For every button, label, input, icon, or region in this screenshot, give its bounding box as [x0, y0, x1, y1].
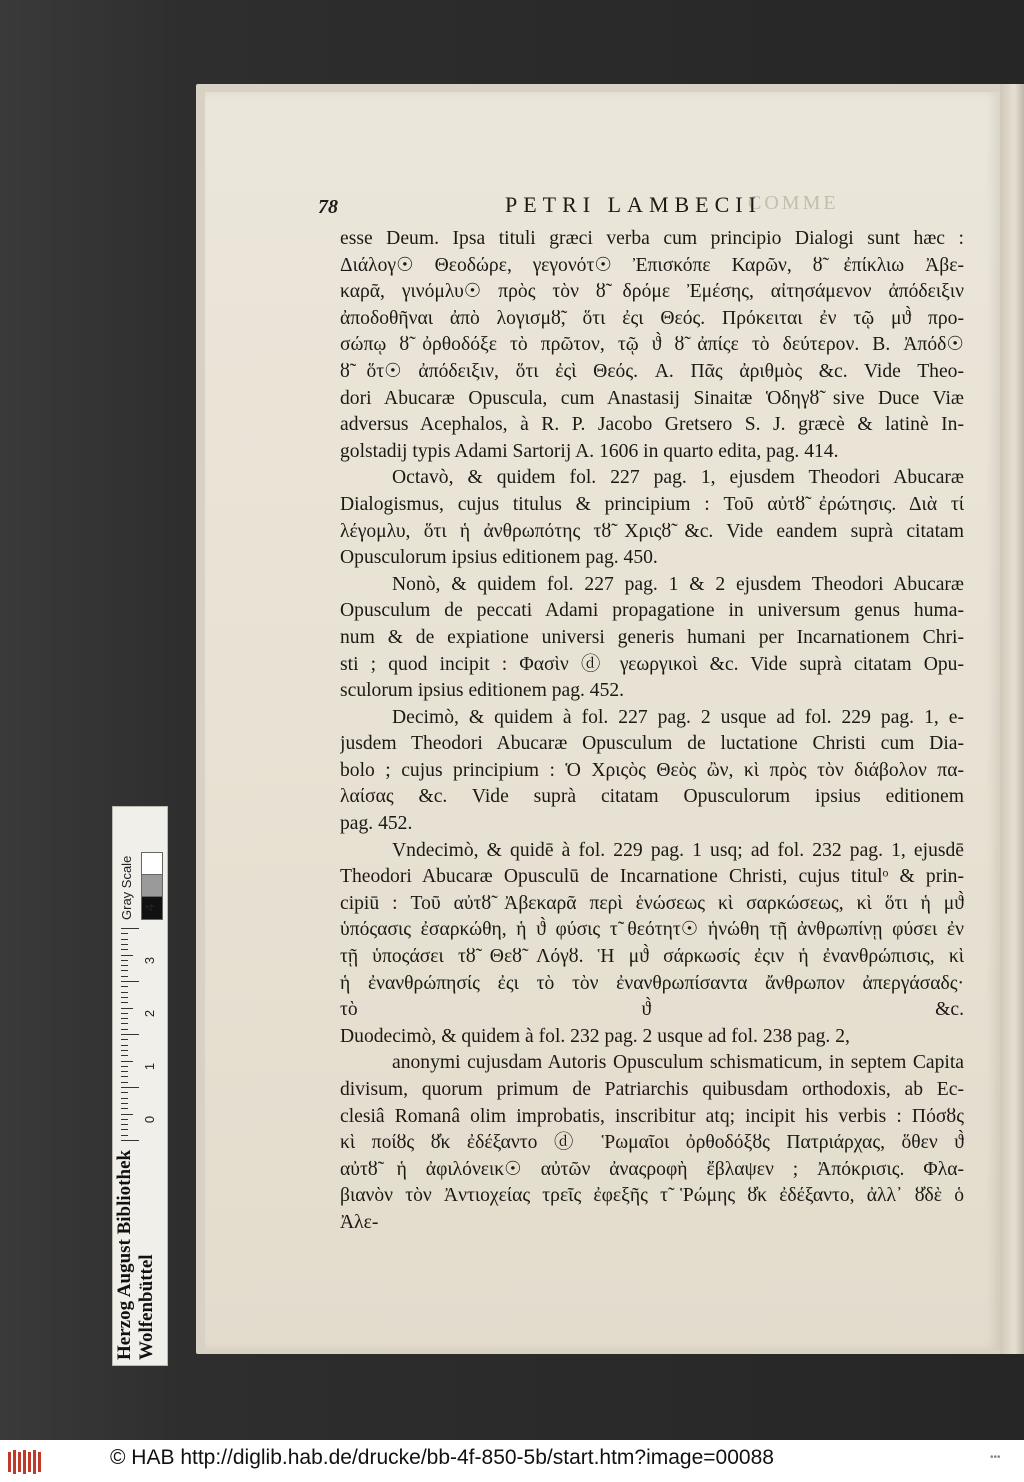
text-line: βιανὸν τὸν Ἀντιοχείας τρεῖς ἐφεξῆς τ̃ Ῥώμης ȣ̓κ ἐδέξαντο, ἀλλ᾽ ȣ̓δὲ ὁ: [340, 1185, 964, 1207]
ruler-tick: [121, 970, 128, 971]
ruler-tick: [121, 965, 128, 966]
ruler-tick: [121, 992, 128, 993]
text-line: ἀποδοθῆναι ἀπὸ λογισμȣ̃, ὅτι ἐςι Θεός. Πρόκειται ἐν τῷ μϑ̀ προ-: [340, 307, 964, 329]
text-line: divisum, quorum primum de Patriarchis quibusdam orthodoxis, ab Ec-: [340, 1079, 964, 1100]
copyright-url[interactable]: © HAB http://diglib.hab.de/drucke/bb-4f-850-5b/start.htm?image=00088: [110, 1446, 774, 1469]
library-name: Herzog August Bibliothek: [114, 1149, 135, 1360]
text-line: ὑπόςασις ἐσαρκώθη, ἡ ϑ̀ φύσις τ̃ θεότητ☉ ἡνώθη τῇ ἀνθρωπίνῃ φύσει ἐν: [340, 919, 964, 941]
ruler-tick: [121, 981, 139, 982]
ruler-tick: [121, 997, 128, 998]
ruler-number: 0: [142, 1115, 158, 1124]
text-line: esse Deum. Ipsa tituli græci verba cum principio Dialogi sunt hæc :: [340, 228, 964, 249]
gray-swatch-white: [141, 852, 163, 876]
text-line: jusdem Theodori Abucaræ Opusculum de luctatione Christi cum Dia-: [340, 733, 964, 755]
gray-scale-label: Gray Scale: [119, 855, 134, 920]
page-number: 78: [318, 196, 338, 218]
text-line: cipiū : Τοῦ αὐτȣ̃ Ἀβεκαρᾶ περὶ ἑνώσεως κὶ σαρκώσεως, κὶ ὅτι ἡ μϑ̀: [340, 892, 964, 914]
text-line: clesiâ Romanâ olim improbatis, inscribitur atq; incipit his verbis : Πόσȣς: [340, 1105, 964, 1127]
text-line: bolo ; cujus principium : Ὁ Χριςὸς Θεὸς ὢν, κὶ πρὸς τὸν διάβολον πα-: [340, 759, 964, 781]
text-line: ἡ ἐνανθρώπησίς ἐςι τὸ τὸν ἐνανθρωπίσαντα ἄνθρωπον ἀπεργάσαδς·: [340, 972, 964, 994]
text-line: Διάλογ☉ Θεοδώρε, γεγονότ☉ Ἐπισκόπε Καρῶν, ȣ̃ ἐπίκλιω Ἀβε-: [340, 254, 964, 276]
text-line: σώπῳ ȣ̃ ὀρθοδόξε τὸ πρῶτον, τῷ ϑ̀ ȣ̃ ἀπίςε τὸ δεύτερον. B. Ἀπόδ☉: [340, 334, 964, 356]
hab-logo-icon: [6, 1448, 44, 1476]
footer-dots: •••: [990, 1452, 1001, 1463]
text-line: Opusculorum ipsius editionem pag. 450.: [340, 547, 658, 569]
ruler-tick: [121, 928, 139, 929]
bleed-through-heading: COMME: [748, 192, 839, 214]
gray-swatch-mid: [141, 874, 163, 898]
text-line: καρᾶ, γινόμλυ☉ πρὸς τὸν ȣ̃ δρόμε Ἐμέσης, αἰτησάμενον ἀπόδειξιν: [340, 281, 964, 303]
text-line: λαίσας &c. Vide suprà citatam Opusculorum ipsius editionem: [340, 786, 964, 808]
ruler-tick: [121, 944, 128, 945]
text-line: Theodori Abucaræ Opusculū de Incarnatione Christi, cujus titulᵒ & prin-: [340, 866, 964, 888]
text-line: dori Abucaræ Opuscula, cum Anastasij Sinaitæ Ὁδηγȣ̃ sive Duce Viæ: [340, 387, 964, 409]
text-line: αὐτȣ̃ ἡ ἀφιλόνεικ☉ αὐτῶν ἀναςροφὴ ἔβλαψεν ; Ἀπόκρισις. Φλα-: [340, 1158, 964, 1180]
ruler-number: 3: [142, 956, 158, 965]
ruler-number: 1: [142, 1062, 158, 1071]
text-line: golstadij typis Adami Sartorij A. 1606 in quarto edita, pag. 414.: [340, 440, 839, 462]
ruler-tick: [121, 933, 128, 934]
library-city: Wolfenbüttel: [136, 1254, 157, 1360]
running-head: PETRI LAMBECII: [505, 192, 762, 217]
ruler-tick: [121, 986, 128, 987]
body-text: [340, 226, 964, 1237]
text-line: num & de expiatione universi generis humani per Incarnationem Chri-: [340, 626, 964, 648]
text-line: Opusculum de peccati Adami propagatione in universum genus huma-: [340, 600, 964, 622]
text-line: λέγομλυ, ὅτι ἡ ἀνθρωπότης τȣ̃ Χριςȣ̃ &c. Vide eandem suprà citatam: [340, 520, 964, 542]
ruler-number: 2: [142, 1009, 158, 1018]
text-line: ȣ̃ ὅτ☉ ἀπόδειξιν, ὅτι ἐςὶ Θεός. A. Πᾶς ἀριθμὸς &c. Vide Theo-: [340, 360, 964, 382]
text-line: adversus Acephalos, à R. P. Jacobo Gretsero S. J. græcè & latinè In-: [340, 414, 964, 436]
ruler-tick: [121, 949, 128, 950]
text-line: sculorum ipsius editionem pag. 452.: [340, 680, 625, 702]
ruler-tick: [121, 960, 128, 961]
text-line: Nonò, & quidem fol. 227 pag. 1 & 2 ejusdem Theodori Abucaræ: [392, 573, 964, 595]
text-line: τῇ ὑποςάσει τȣ̃ Θεȣ̃ Λόγȣ. Ἡ μϑ̀ σάρκωσίς ἐςιν ἡ ἐνανθρώπισις, κὶ: [340, 946, 964, 968]
text-line: Ἀλε-: [340, 1211, 379, 1233]
text-line: Duodecimò, & quidem à fol. 232 pag. 2 usque ad fol. 238 pag. 2,: [340, 1025, 850, 1047]
text-line: anonymi cujusdam Autoris Opusculum schismaticum, in septem Capita: [392, 1052, 964, 1074]
text-line: sti ; quod incipit : Φασὶν ⓓ γεωργικοὶ &c. Vide suprà citatam Opu-: [340, 653, 964, 675]
page-edge: [1000, 84, 1024, 1354]
text-line: pag. 452.: [340, 813, 413, 835]
text-line: Dialogismus, cujus titulus & principium : Τοῦ αὐτȣ̃ ἐρώτησις. Διὰ τί: [340, 493, 964, 515]
text-line: τὸ ϑ̀ &c.: [340, 999, 964, 1021]
library-label: [114, 1000, 164, 1360]
text-line: Octavò, & quidem fol. 227 pag. 1, ejusdem Theodori Abucaræ: [392, 467, 964, 489]
text-line: κὶ ποίȣς ȣ̓κ ἐδέξαντο ⓓ Ῥωμαῖοι ὀρθοδόξȣς Πατριάρχας, ὅθεν ϑ̀: [340, 1132, 964, 1154]
ruler-tick: [121, 955, 133, 956]
text-line: Decimò, & quidem à fol. 227 pag. 2 usque ad fol. 229 pag. 1, e-: [392, 706, 964, 728]
text-line: Vndecimò, & quidē à fol. 229 pag. 1 usq; ad fol. 232 pag. 1, ejusdē: [392, 839, 964, 861]
ruler-tick: [121, 976, 128, 977]
ruler-tick: [121, 939, 128, 940]
ruler-number: 4: [142, 903, 158, 912]
